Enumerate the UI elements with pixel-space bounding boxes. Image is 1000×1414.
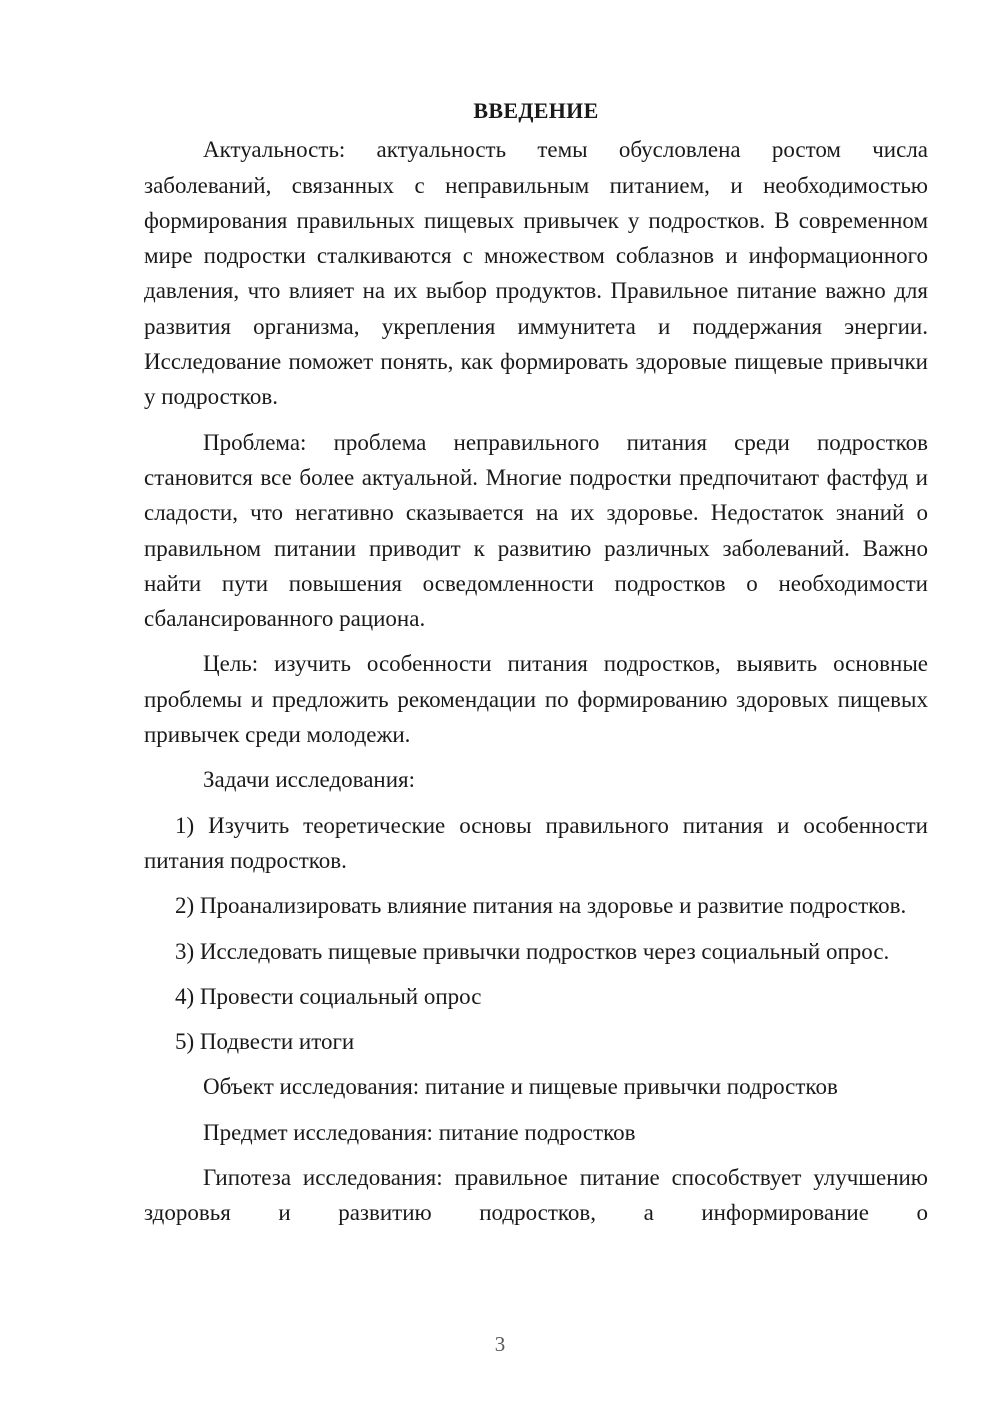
page-number: 3 [494, 1332, 506, 1356]
hypothesis-paragraph: Гипотеза исследования: правильное питание способствует улучшению здоровья и развитию подростков, а информирование о [144, 1165, 928, 1226]
page-content [144, 93, 928, 1241]
relevance-paragraph: Актуальность: актуальность темы обусловлена ростом числа заболеваний, связанных с неправильным питанием, и необходимостью формирования правильных пищевых привычек у подростков. В современном мире подростки сталкиваются с множеством соблазнов и информационного давления, что влияет на их выбор продуктов. Правильное питание важно для развития организма, укрепления иммунитета и поддержания энергии. Исследование поможет понять, как формировать здоровые пищевые привычки у подростков. [144, 137, 928, 410]
goal-paragraph: Цель: изучить особенности питания подростков, выявить основные проблемы и предложить рекомендации по формированию здоровых пищевых привычек среди молодежи. [144, 651, 928, 748]
task-item: 1) Изучить теоретические основы правильного питания и особенности питания подростков. [144, 812, 928, 873]
tasks-heading: Задачи исследования: [203, 767, 416, 793]
page-title: ВВЕДЕНИЕ [473, 98, 599, 123]
task-item: 2) Проанализировать влияние питания на здоровье и развитие подростков. [175, 893, 907, 919]
object-paragraph: Объект исследования: питание и пищевые привычки подростков [203, 1074, 838, 1100]
task-item: 3) Исследовать пищевые привычки подростков через социальный опрос. [175, 938, 890, 964]
task-item: 5) Подвести итоги [175, 1029, 355, 1055]
task-item: 4) Провести социальный опрос [175, 983, 482, 1009]
subject-paragraph: Предмет исследования: питание подростков [203, 1119, 636, 1145]
problem-paragraph: Проблема: проблема неправильного питания среди подростков становится все более актуальной. Многие подростки предпочитают фастфуд и сладости, что негативно сказывается на их здоровье. Недостаток знаний о правильном питании приводит к развитию различных заболеваний. Важно найти пути повышения осведомленности подростков о необходимости сбалансированного рациона. [144, 429, 928, 632]
